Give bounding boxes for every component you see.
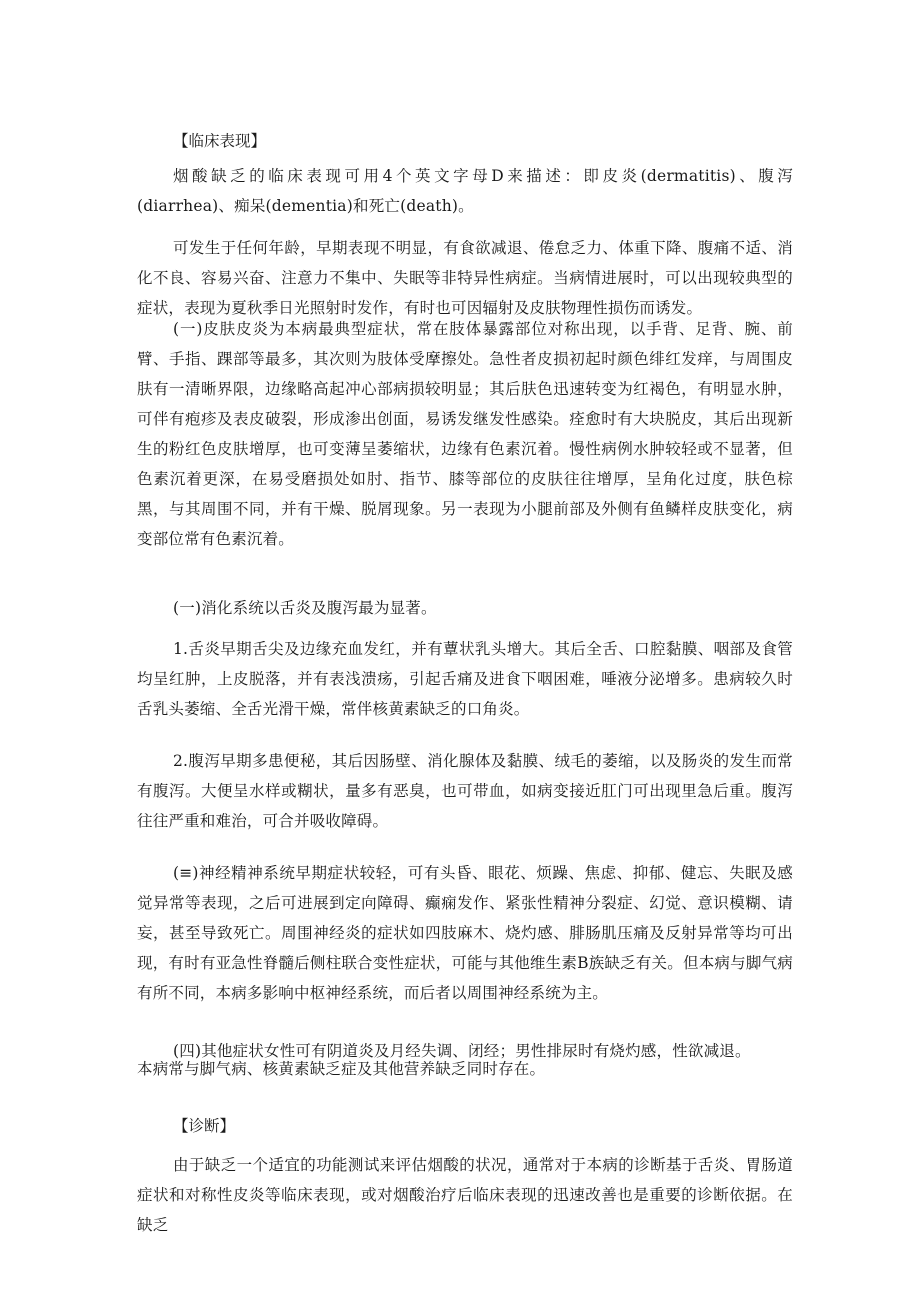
- diagnosis-paragraph: 由于缺乏一个适宜的功能测试来评估烟酸的状况，通常对于本病的诊断基于舌炎、胃肠道症状和对称性皮炎等临床表现，或对烟酸治疗后临床表现的迅速改善也是重要的诊断依据。在缺乏: [137, 1156, 793, 1234]
- clinical-heading: 【临床表现】: [173, 132, 267, 150]
- onset-paragraph: 可发生于任何年龄，早期表现不明显，有食欲减退、倦怠乏力、体重下降、腹痛不适、消化不良、容易兴奋、注意力不集中、失眠等非特异性病症。当病情进展时，可以出现较典型的症状，表现为夏秋季日光照射时发作，有时也可因辐射及皮肤物理性损伤而诱发。: [137, 239, 793, 317]
- other-symptoms-paragraph: (四)其他症状女性可有阴道炎及月经失调、闭经；男性排尿时有烧灼感，性欲减退。: [173, 1042, 751, 1060]
- co-occurrence-paragraph: 本病常与脚气病、核黄素缺乏症及其他营养缺乏同时存在。: [137, 1060, 546, 1078]
- tongue-paragraph: 1.舌炎早期舌尖及边缘充血发红，并有蕈状乳头增大。其后全舌、口腔黏膜、咽部及食管均呈红肿，上皮脱落，并有表浅溃疡，引起舌痛及进食下咽困难，唾液分泌增多。患病较久时舌乳头萎缩、全舌光滑干燥，常伴核黄素缺乏的口角炎。: [137, 640, 793, 718]
- diagnosis-heading: 【诊断】: [173, 1117, 236, 1135]
- digestive-paragraph: (一)消化系统以舌炎及腹泻最为显著。: [173, 599, 437, 617]
- intro-paragraph: 烟酸缺乏的临床表现可用4个英文字母D来描述：即皮炎(dermatitis)、腹泻(diarrhea)、痴呆(dementia)和死亡(death)。: [137, 167, 793, 215]
- skin-paragraph: (一)皮肤皮炎为本病最典型症状，常在肢体暴露部位对称出现，以手背、足背、腕、前臂、手指、踝部等最多，其次则为肢体受摩擦处。急性者皮损初起时颜色绯红发痒，与周围皮肤有一清晰界限，边缘略高起冲心部病损较明显；其后肤色迅速转变为红褐色，有明显水肿，可伴有疱疹及表皮破裂，形成渗出创面，易诱发继发性感染。痊愈时有大块脱皮，其后出现新生的粉红色皮肤增厚，也可变薄呈萎缩状，边缘有色素沉着。慢性病例水肿较轻或不显著，但色素沉着更深，在易受磨损处如肘、指节、膝等部位的皮肤往往增厚，呈角化过度，肤色棕黑，与其周围不同，并有干燥、脱屑现象。另一表现为小腿前部及外侧有鱼鳞样皮肤变化，病变部位常有色素沉着。: [137, 320, 793, 548]
- neuro-paragraph: (≡)神经精神系统早期症状较轻，可有头昏、眼花、烦躁、焦虑、抑郁、健忘、失眠及感觉异常等表现，之后可进展到定向障碍、癫痫发作、紧张性精神分裂症、幻觉、意识模糊、请妄，甚至导致死亡。周围神经炎的症状如四肢麻木、烧灼感、腓肠肌压痛及反射异常等均可出现，有时有亚急性脊髓后侧柱联合变性症状，可能与其他维生素B族缺乏有关。但本病与脚气病有所不同，本病多影响中枢神经系统，而后者以周围神经系统为主。: [137, 864, 793, 1002]
- diarrhea-paragraph: 2.腹泻早期多患便秘，其后因肠壁、消化腺体及黏膜、绒毛的萎缩，以及肠炎的发生而常有腹泻。大便呈水样或糊状，量多有恶臭，也可带血，如病变接近肛门可出现里急后重。腹泻往往严重和难治，可合并吸收障碍。: [137, 752, 793, 830]
